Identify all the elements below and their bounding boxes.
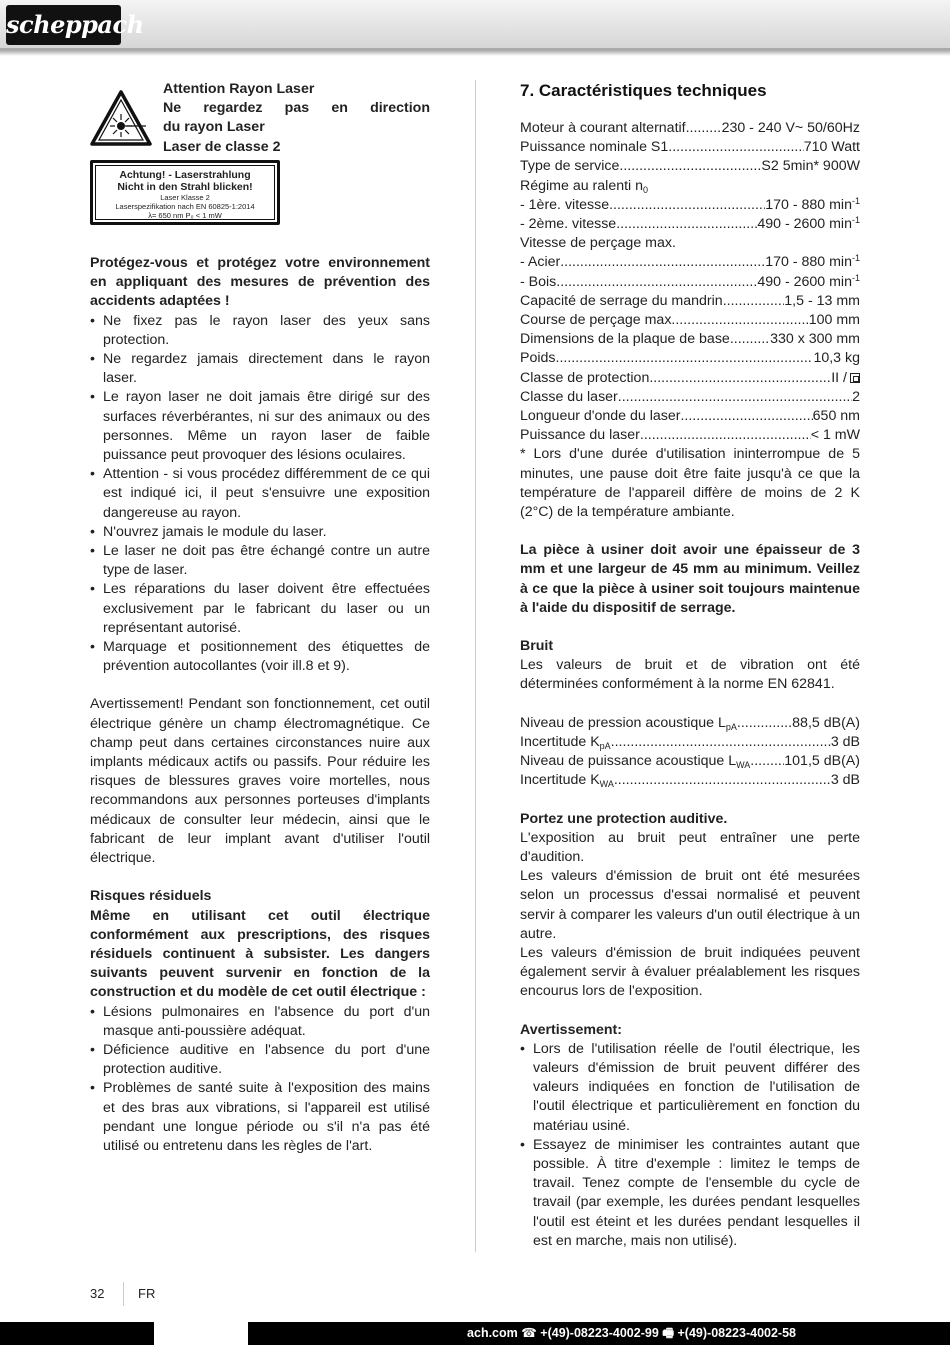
contact-bar (0, 1322, 950, 1345)
spec-row: Incertitude $K_{WA}$ ..... 3 dB (520, 771, 860, 790)
spec-row: Poids ..... 10,3 kg (520, 349, 860, 368)
spec-row: Classe de protection ..... II / (520, 369, 860, 388)
spec-row: Niveau de puissance acoustique $L_{WA}$ ..... 101,5 dB(A) (520, 752, 860, 771)
workpiece-note: La pièce à usiner doit avoir une épaisseur de 3 mm et une largeur de 45 mm au minimum. Veillez à ce que la pièce à usiner soit toujours maintenue à l'aide du dispositif de serrage. (520, 542, 860, 616)
laser-warning-line: du rayon Laser (163, 119, 265, 136)
hearing-paragraph: Les valeurs d'émission de bruit indiquées peuvent également servir à évaluer préalablement les risques encourus lors de l'exposition. (520, 944, 860, 1000)
spec-row: Course de perçage max. ..... 100 mm (520, 311, 860, 330)
laser-warning-block (90, 80, 430, 240)
noise-heading: Bruit (520, 638, 554, 655)
spec-row: Moteur à courant alternatif ..... 230 - 240 V~ 50/60Hz (520, 119, 860, 138)
double-insulation-icon (850, 373, 860, 383)
list-item: • N'ouvrez jamais le module du laser. (90, 523, 430, 542)
spec-row: Puissance du laser ..... < 1 mW (520, 426, 860, 445)
section-title: 7. Caractéristiques techniques (520, 81, 767, 100)
label-line: Laserspezifikation nach EN 60825-1:2014 (115, 202, 255, 211)
label-line: Achtung! - Laserstrahlung (119, 169, 251, 181)
noise-intro: Les valeurs de bruit et de vibration ont été déterminées conformément à la norme EN 62841. (520, 657, 860, 693)
hearing-paragraph: L'exposition au bruit peut entraîner une perte d'audition. (520, 829, 860, 865)
em-warning-paragraph: Avertissement! Pendant son fonctionnement, cet outil électrique génère un champ électromagnétique. Ce champ peut dans certaines circonstances nuire aux implants médicaux actifs ou passifs. Pour réduire les risques de blessures graves voire mortelles, nous recommandons aux personnes porteuses d'implants médicaux de consulter leur médecin, ainsi que le fabricant de leur implant avant d'utiliser l'outil électrique. (90, 696, 430, 867)
label-line: Laser Klasse 2 (160, 193, 210, 202)
warning-heading: Avertissement: (520, 1021, 622, 1038)
residual-risks-heading: Risques résiduels (90, 888, 212, 905)
spec-row: - Bois ..... 490 - 2600 $\min^{-1}$ (520, 273, 860, 292)
protect-list (90, 312, 430, 677)
contact-info: ach.com ☎ +(49)-08223-4002-99 🖷 +(49)-08223-4002-58 (467, 1326, 796, 1340)
spec-row: Longueur d'onde du laser ..... 650 nm (520, 407, 860, 426)
spec-row: Niveau de pression acoustique $L_{pA}$ ..... 88,5 dB(A) (520, 714, 860, 733)
spec-row: Classe du laser ..... 2 (520, 388, 860, 407)
laser-warning-line: Laser de classe 2 (163, 138, 281, 155)
list-item: • Le rayon laser ne doit jamais être dirigé sur des surfaces réverbérantes, ni sur des animaux ou des personnes. Même un rayon laser de faible puissance peut provoquer des lésions oculaires. (90, 388, 430, 465)
language-code: FR (138, 1286, 156, 1302)
list-item: • Lors de l'utilisation réelle de l'outil électrique, les valeurs d'émission de bruit peuvent différer des valeurs indiquées en fonction de l'utilisation de l'outil électrique et particulièrement en fonction du matériau usiné. (520, 1040, 860, 1136)
spec-row: Puissance nominale S1 ..... 710 Watt (520, 138, 860, 157)
laser-warning-line: Attention Rayon Laser (163, 81, 315, 97)
laser-warning-icon (90, 90, 152, 146)
list-item: • Déficience auditive en l'absence du port d'une protection auditive. (90, 1041, 430, 1079)
residual-risks-list (90, 1003, 430, 1157)
laser-warning-title (163, 80, 430, 157)
list-item: • Lésions pulmonaires en l'absence du port d'un masque anti-poussière adéquat. (90, 1003, 430, 1041)
protect-intro: Protégez-vous et protégez votre environnement en appliquant des mesures de prévention des accidents adaptées ! (90, 255, 430, 310)
list-item: • Attention - si vous procédez différemment de ce qui est indiqué ici, il peut s'ensuivre une exposition dangereuse au rayon. (90, 465, 430, 523)
hearing-protection-heading: Portez une protection auditive. (520, 810, 728, 827)
right-column (520, 80, 860, 1251)
list-item: • Le laser ne doit pas être échangé contre un autre type de laser. (90, 542, 430, 580)
list-item: • Ne regardez jamais directement dans le rayon laser. (90, 350, 430, 388)
page-number: 32 (90, 1282, 124, 1306)
spec-row: Dimensions de la plaque de base ..... 330 x 300 mm (520, 330, 860, 349)
spec-row: - 1ère. vitesse ..... 170 - 880 $\min^{-1}$ (520, 196, 860, 215)
label-line: Nicht in den Strahl blicken! (117, 181, 253, 193)
spec-row: - 2ème. vitesse ..... 490 - 2600 $\min^{-1}$ (520, 215, 860, 234)
spec-heading: Vitesse de perçage max. (520, 235, 676, 252)
noise-specs-table (520, 714, 860, 791)
list-item: • Marquage et positionnement des étiquettes de prévention autocollantes (voir ill.8 et 9). (90, 638, 430, 676)
label-line: λ= 650 nm P₀ < 1 mW (148, 211, 222, 220)
laser-label-sticker (90, 160, 280, 225)
residual-risks-intro: Même en utilisant cet outil électrique conformément aux prescriptions, des risques résiduels continuent à subsister. Les dangers suivants peuvent survenir en fonction de la construction et du modèle de cet outil électrique : (90, 907, 430, 1001)
warning-list (520, 1040, 860, 1251)
spec-row: Incertitude $K_{pA}$ ..... 3 dB (520, 733, 860, 752)
column-divider (475, 80, 476, 1252)
duty-cycle-note: * Lors d'une durée d'utilisation ininterrompue de 5 minutes, une pause doit être faite jusqu'à ce que la température de l'appareil diffère de moins de 2 K (2°C) de la température ambiante. (520, 446, 860, 521)
brand-logo: scheppach (6, 5, 121, 45)
header-bar (0, 0, 950, 50)
page-footer (90, 1282, 155, 1306)
specs-table (520, 119, 860, 445)
hearing-paragraph: Les valeurs d'émission de bruit ont été mesurées selon un processus d'essai normalisé et peuvent servir à comparer les valeurs d'un outil électrique à un autre. (520, 868, 860, 942)
spec-row: Capacité de serrage du mandrin ..... 1,5 - 13 mm (520, 292, 860, 311)
spec-row: Type de service ..... S2 5min* 900W (520, 157, 860, 176)
left-column (90, 80, 430, 1156)
spec-row: - Acier ..... 170 - 880 $\min^{-1}$ (520, 253, 860, 272)
laser-warning-line: Ne regardez pas en direction (163, 100, 430, 117)
list-item: • Problèmes de santé suite à l'exposition des mains et des bras aux vibrations, si l'appareil est utilisé pendant une longue période ou s'il n'a pas été utilisé ou entretenu dans les règles de l'art. (90, 1079, 430, 1156)
list-item: • Essayez de minimiser les contraintes autant que possible. À titre d'exemple : limitez le temps de travail. Tenez compte de l'ensemble du cycle de travail (par exemple, les durées pendant lesquelles l'outil est éteint et les durées pendant lesquelles il est en marche, mais non utilisé). (520, 1136, 860, 1251)
list-item: • Les réparations du laser doivent être effectuées exclusivement par le fabricant du laser ou un représentant autorisé. (90, 580, 430, 638)
spec-heading: Régime au ralenti $n_0$ (520, 177, 649, 195)
list-item: • Ne fixez pas le rayon laser des yeux sans protection. (90, 312, 430, 350)
